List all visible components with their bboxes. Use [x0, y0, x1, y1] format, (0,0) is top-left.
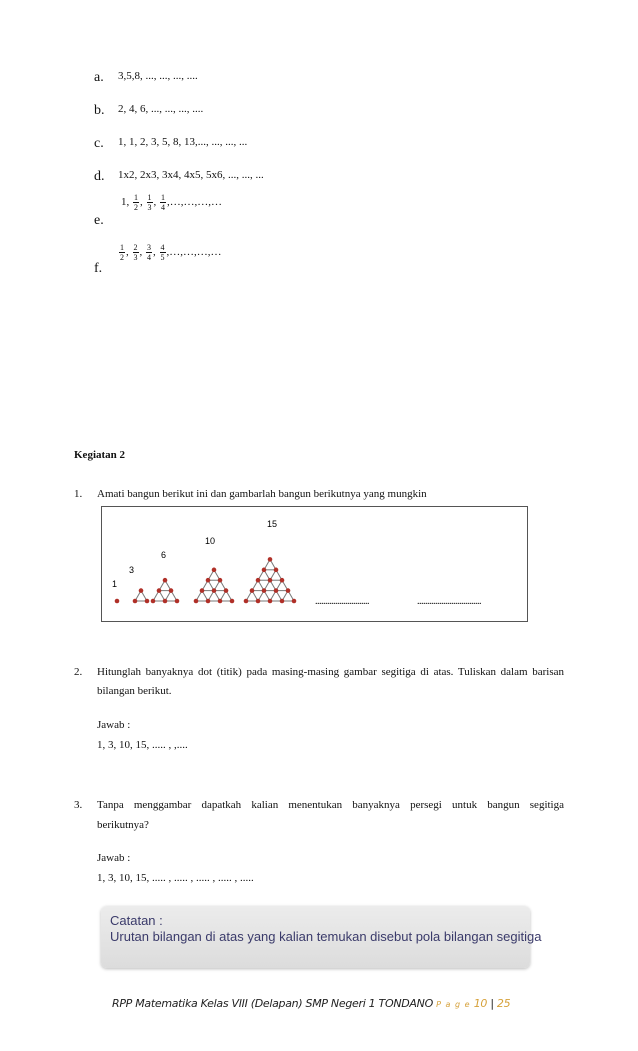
q3-line1: Tanpa menggambar dapatkah kalian menentukan banyaknya persegi untuk bangun segitiga — [97, 799, 564, 811]
q2-line2: bilangan berikut. — [97, 685, 172, 697]
triangle-dot — [218, 578, 223, 583]
item-f-sequence: $\frac{1}{2}$ , $\frac{2}{3}$ , $\frac{3}{4}$ , $\frac{4}{5}$ ,…,…,…,… — [120, 243, 222, 262]
triangle-dot — [175, 599, 180, 604]
fraction: $\frac{1}{4}$ — [161, 193, 165, 212]
item-letter: d. — [94, 169, 105, 184]
triangle-dot — [206, 578, 211, 583]
triangle-dot — [163, 578, 168, 583]
triangle-dot — [268, 578, 273, 583]
q1-text: Amati bangun berikut ini dan gambarlah bangun berikutnya yang mungkin — [97, 488, 427, 500]
item-letter: c. — [94, 136, 104, 151]
item-text: 3,5,8, ..., ..., ..., .... — [118, 70, 198, 82]
q2-number: 2. — [74, 666, 83, 678]
item-letter: a. — [94, 70, 104, 85]
triangle-dot — [268, 557, 273, 562]
triangle-dot — [244, 599, 249, 604]
footer-total-pages: 25 — [496, 997, 511, 1010]
fraction: $\frac{1}{3}$ — [147, 193, 152, 212]
triangle-dot — [280, 599, 285, 604]
q1-number: 1. — [74, 488, 83, 500]
triangle-dot — [230, 599, 235, 604]
item-f-letter: f. — [94, 261, 103, 276]
triangle-dot — [212, 568, 217, 573]
count-label-6: 6 — [161, 550, 167, 560]
triangle-dot — [256, 599, 261, 604]
triangle-dot — [169, 588, 174, 593]
item-e-sequence: 1, $\frac{1}{2}$ , $\frac{1}{3}$ , $\frac{1}{4}$ ,…,…,…,… — [121, 193, 222, 212]
triangle-dot — [268, 599, 273, 604]
q2-answer: 1, 3, 10, 15, ..... , ,.... — [97, 739, 188, 751]
fraction: $\frac{2}{3}$ — [133, 243, 138, 262]
item-text: 2, 4, 6, ..., ..., ..., .... — [118, 103, 204, 115]
item-e-letter: e. — [94, 213, 104, 228]
triangle-dot — [133, 599, 138, 604]
item-letter: b. — [94, 103, 105, 118]
triangle-dot — [157, 588, 162, 593]
triangle-dot — [256, 578, 261, 583]
page-footer — [112, 997, 510, 1010]
fraction: $\frac{1}{2}$ — [120, 243, 124, 262]
triangle-dot — [218, 599, 223, 604]
triangle-dot — [145, 599, 150, 604]
triangle-figure-box — [101, 506, 528, 622]
triangle-dot — [115, 599, 120, 604]
footer-page-number: 10 — [473, 997, 488, 1010]
item-b — [94, 101, 204, 119]
q3-answer-label: Jawab : — [97, 852, 131, 864]
count-label-3: 3 — [129, 565, 135, 575]
answer-blank-2[interactable]: ................................ — [417, 596, 481, 607]
count-label-10: 10 — [205, 536, 216, 546]
triangle-dot — [250, 588, 255, 593]
count-label-1: 1 — [112, 579, 118, 589]
q3-answer: 1, 3, 10, 15, ..... , ..... , ..... , ..... , ..... — [97, 872, 254, 884]
section-title: Kegiatan 2 — [74, 449, 126, 461]
triangle-dot — [200, 588, 205, 593]
triangle-dot — [280, 578, 285, 583]
note-box — [101, 906, 542, 968]
item-text: 1x2, 2x3, 3x4, 4x5, 5x6, ..., ..., ... — [118, 169, 264, 181]
triangle-dot — [212, 588, 217, 593]
q3-line2: berikutnya? — [97, 819, 149, 831]
item-text: 1, 1, 2, 3, 5, 8, 13,..., ..., ..., ... — [118, 136, 248, 148]
item-e-lead: 1, — [121, 196, 130, 209]
item-e-tail: ,…,…,…,… — [167, 196, 222, 209]
fraction: $\frac{4}{5}$ — [160, 243, 165, 262]
triangle-dot — [139, 588, 144, 593]
q2-answer-label: Jawab : — [97, 719, 131, 731]
triangle-dot — [262, 568, 267, 573]
footer-separator: | — [490, 997, 494, 1010]
item-d — [94, 167, 264, 185]
triangle-dot — [206, 599, 211, 604]
triangle-dot — [194, 599, 199, 604]
q2-line1: Hitunglah banyaknya dot (titik) pada masing-masing gambar segitiga di atas. Tuliskan dalam barisan — [97, 666, 564, 678]
triangle-pattern-figure — [102, 507, 527, 621]
footer-text: RPP Matematika Kelas VIII (Delapan) SMP Negeri 1 TONDANO — [112, 997, 433, 1010]
footer-page-word: P a g e — [436, 1000, 471, 1009]
triangle-dot — [224, 588, 229, 593]
fraction: $\frac{1}{2}$ — [134, 193, 138, 212]
triangle-dot — [163, 599, 168, 604]
triangle-dot — [262, 588, 267, 593]
triangle-dot — [274, 588, 279, 593]
q3-number: 3. — [74, 799, 83, 811]
item-c — [94, 134, 248, 152]
item-f-tail: ,…,…,…,… — [166, 246, 222, 259]
fraction: $\frac{3}{4}$ — [147, 243, 151, 262]
triangle-dot — [151, 599, 156, 604]
note-title: Catatan : — [110, 913, 163, 928]
triangle-dot — [274, 568, 279, 573]
triangle-dot — [286, 588, 291, 593]
answer-blank-1[interactable]: ........................... — [315, 596, 369, 607]
note-text: Urutan bilangan di atas yang kalian temukan disebut pola bilangan segitiga — [110, 929, 542, 944]
count-label-15: 15 — [267, 519, 278, 529]
item-a — [94, 68, 198, 86]
triangle-dot — [292, 599, 297, 604]
